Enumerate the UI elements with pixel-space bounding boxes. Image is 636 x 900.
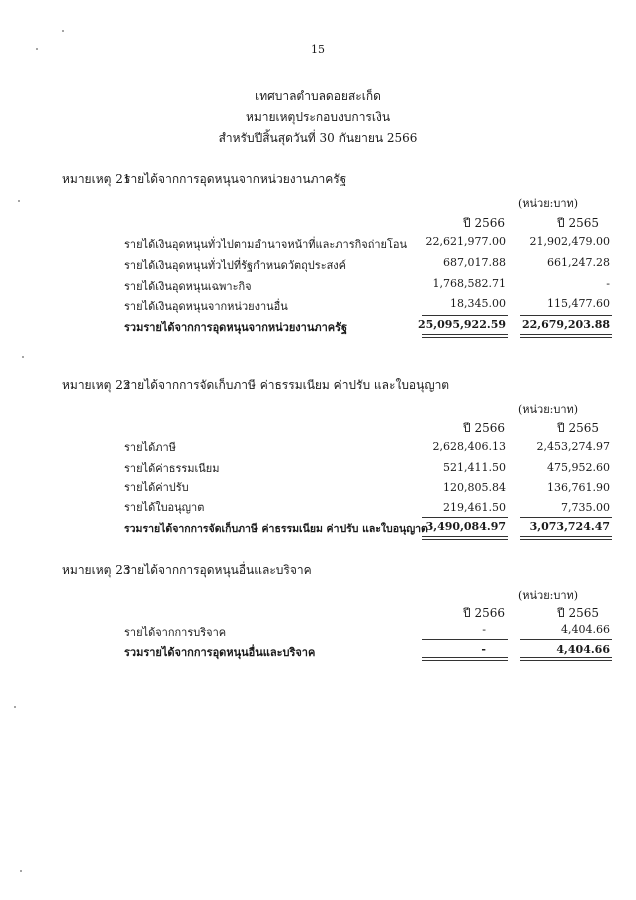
row-prior: 661,247.28 xyxy=(547,256,610,269)
unit-label: (หน่วย:บาท) xyxy=(518,403,579,416)
row-current: 2,628,406.13 xyxy=(432,440,506,453)
note-label: หมายเหตุ 22 xyxy=(62,378,131,392)
year-prior: ปี 2565 xyxy=(557,606,599,620)
year-prior: ปี 2565 xyxy=(557,216,599,230)
statement-period: สำหรับปีสิ้นสุดวันที่ 30 กันยายน 2566 xyxy=(218,131,418,145)
row-current: 1,768,582.71 xyxy=(432,277,506,290)
note-label: หมายเหตุ 21 xyxy=(62,172,131,186)
row-label: รายได้ค่าธรรมเนียม xyxy=(124,462,220,475)
total-label: รวมรายได้จากการอุดหนุนจากหน่วยงานภาครัฐ xyxy=(124,321,348,334)
year-current: ปี 2566 xyxy=(463,216,505,230)
total-label: รวมรายได้จากการจัดเก็บภาษี ค่าธรรมเนียม ค่าปรับ และใบอนุญาต xyxy=(124,523,428,535)
page-number: 15 xyxy=(311,43,325,56)
total-double-rule xyxy=(422,657,508,661)
total-double-rule xyxy=(520,536,612,540)
row-prior: 21,902,479.00 xyxy=(529,235,610,248)
scan-speck xyxy=(20,870,22,872)
total-double-rule xyxy=(520,334,612,338)
row-current: 22,621,977.00 xyxy=(425,235,506,248)
total-prior: 3,073,724.47 xyxy=(529,520,610,533)
statement-title: หมายเหตุประกอบงบการเงิน xyxy=(245,110,391,124)
row-prior: 4,404.66 xyxy=(561,623,610,636)
note-title: รายได้จากการอุดหนุนอื่นและบริจาค xyxy=(124,563,312,577)
row-current: 687,017.88 xyxy=(443,256,506,269)
year-current: ปี 2566 xyxy=(463,421,505,435)
note-title: รายได้จากการจัดเก็บภาษี ค่าธรรมเนียม ค่าปรับ และใบอนุญาต xyxy=(124,378,450,392)
total-double-rule xyxy=(422,334,508,338)
row-label: รายได้เงินอุดหนุนทั่วไปที่รัฐกำหนดวัตถุประสงค์ xyxy=(124,259,347,272)
note-label: หมายเหตุ 23 xyxy=(62,563,131,577)
row-label: รายได้ใบอนุญาต xyxy=(124,501,205,514)
row-prior: 2,453,274.97 xyxy=(536,440,610,453)
row-label: รายได้เงินอุดหนุนเฉพาะกิจ xyxy=(124,280,252,293)
row-label: รายได้เงินอุดหนุนจากหน่วยงานอื่น xyxy=(124,300,288,313)
row-current: 521,411.50 xyxy=(443,461,506,474)
subtotal-rule xyxy=(422,315,508,316)
total-label: รวมรายได้จากการอุดหนุนอื่นและบริจาค xyxy=(124,646,316,659)
total-prior: 22,679,203.88 xyxy=(521,318,610,331)
year-prior: ปี 2565 xyxy=(557,421,599,435)
total-double-rule xyxy=(422,536,508,540)
subtotal-rule xyxy=(520,517,612,518)
total-current: - xyxy=(481,643,486,656)
subtotal-rule xyxy=(422,517,508,518)
row-label: รายได้เงินอุดหนุนทั่วไปตามอำนาจหน้าที่และภารกิจถ่ายโอน xyxy=(124,238,408,251)
total-current: 3,490,084.97 xyxy=(425,520,506,533)
total-prior: 4,404.66 xyxy=(556,643,610,656)
unit-label: (หน่วย:บาท) xyxy=(518,589,579,602)
org-name: เทศบาลตำบลดอยสะเก็ด xyxy=(255,89,381,103)
row-prior: 475,952.60 xyxy=(547,461,610,474)
total-current: 25,095,922.59 xyxy=(417,318,506,331)
subtotal-rule xyxy=(422,639,508,640)
scan-speck xyxy=(36,48,38,50)
scan-speck xyxy=(62,30,64,32)
subtotal-rule xyxy=(520,639,612,640)
scan-speck xyxy=(22,356,24,358)
year-current: ปี 2566 xyxy=(463,606,505,620)
scan-speck xyxy=(14,706,16,708)
row-current: - xyxy=(482,623,486,636)
row-label: รายได้ภาษี xyxy=(124,441,176,454)
subtotal-rule xyxy=(520,315,612,316)
scan-speck xyxy=(18,200,20,202)
row-current: 18,345.00 xyxy=(450,297,506,310)
row-label: รายได้ค่าปรับ xyxy=(124,481,189,494)
row-prior: 115,477.60 xyxy=(547,297,610,310)
total-double-rule xyxy=(520,657,612,661)
row-label: รายได้จากการบริจาค xyxy=(124,626,227,639)
row-current: 120,805.84 xyxy=(443,481,506,494)
unit-label: (หน่วย:บาท) xyxy=(518,197,579,210)
row-current: 219,461.50 xyxy=(443,501,506,514)
row-prior: - xyxy=(606,277,610,290)
note-title: รายได้จากการอุดหนุนจากหน่วยงานภาครัฐ xyxy=(124,172,347,186)
row-prior: 136,761.90 xyxy=(547,481,610,494)
row-prior: 7,735.00 xyxy=(561,501,610,514)
